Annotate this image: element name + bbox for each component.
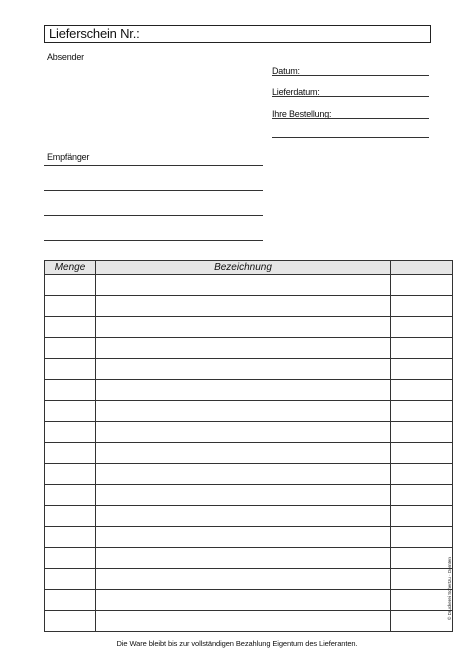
description-cell[interactable] bbox=[96, 275, 391, 296]
quantity-cell[interactable] bbox=[45, 485, 96, 506]
order-extra-line[interactable] bbox=[272, 137, 429, 138]
extra-cell[interactable] bbox=[391, 443, 453, 464]
table-row bbox=[45, 548, 453, 569]
table-row bbox=[45, 317, 453, 338]
recipient-line-3[interactable] bbox=[44, 215, 263, 216]
description-cell[interactable] bbox=[96, 296, 391, 317]
table-header-row bbox=[45, 261, 453, 275]
extra-cell[interactable] bbox=[391, 422, 453, 443]
extra-cell[interactable] bbox=[391, 590, 453, 611]
quantity-cell[interactable] bbox=[45, 422, 96, 443]
quantity-cell[interactable] bbox=[45, 338, 96, 359]
delivery-date-label: Lieferdatum: bbox=[272, 87, 320, 97]
recipient-line-2[interactable] bbox=[44, 190, 263, 191]
quantity-cell[interactable] bbox=[45, 380, 96, 401]
description-cell[interactable] bbox=[96, 527, 391, 548]
extra-cell[interactable] bbox=[391, 317, 453, 338]
table-row bbox=[45, 338, 453, 359]
table-row bbox=[45, 401, 453, 422]
column-header-quantity: Menge bbox=[45, 261, 96, 275]
extra-cell[interactable] bbox=[391, 611, 453, 632]
quantity-cell[interactable] bbox=[45, 275, 96, 296]
table-row bbox=[45, 359, 453, 380]
extra-cell[interactable] bbox=[391, 506, 453, 527]
table-row bbox=[45, 422, 453, 443]
items-table bbox=[44, 260, 453, 632]
quantity-cell[interactable] bbox=[45, 464, 96, 485]
quantity-cell[interactable] bbox=[45, 590, 96, 611]
description-cell[interactable] bbox=[96, 359, 391, 380]
table-row bbox=[45, 527, 453, 548]
description-cell[interactable] bbox=[96, 317, 391, 338]
order-line[interactable] bbox=[272, 118, 429, 119]
extra-cell[interactable] bbox=[391, 485, 453, 506]
description-cell[interactable] bbox=[96, 401, 391, 422]
column-header-description: Bezeichnung bbox=[96, 261, 391, 275]
description-cell[interactable] bbox=[96, 611, 391, 632]
table-row bbox=[45, 485, 453, 506]
quantity-cell[interactable] bbox=[45, 569, 96, 590]
table-row bbox=[45, 464, 453, 485]
table-row bbox=[45, 569, 453, 590]
quantity-cell[interactable] bbox=[45, 506, 96, 527]
table-row bbox=[45, 380, 453, 401]
sender-label: Absender bbox=[47, 52, 84, 62]
date-line[interactable] bbox=[272, 75, 429, 76]
delivery-date-line[interactable] bbox=[272, 96, 429, 97]
quantity-cell[interactable] bbox=[45, 527, 96, 548]
recipient-line-1[interactable] bbox=[44, 165, 263, 166]
description-cell[interactable] bbox=[96, 380, 391, 401]
extra-cell[interactable] bbox=[391, 527, 453, 548]
extra-cell[interactable] bbox=[391, 464, 453, 485]
side-imprint: © Druckerei Schertzu · Dornten bbox=[447, 557, 452, 620]
description-cell[interactable] bbox=[96, 464, 391, 485]
quantity-cell[interactable] bbox=[45, 296, 96, 317]
table-row bbox=[45, 275, 453, 296]
table-row bbox=[45, 443, 453, 464]
extra-cell[interactable] bbox=[391, 380, 453, 401]
table-row bbox=[45, 506, 453, 527]
page-title: Lieferschein Nr.: bbox=[49, 26, 140, 41]
quantity-cell[interactable] bbox=[45, 401, 96, 422]
date-label: Datum: bbox=[272, 66, 300, 76]
column-header-extra bbox=[391, 261, 453, 275]
extra-cell[interactable] bbox=[391, 296, 453, 317]
recipient-label: Empfänger bbox=[47, 152, 90, 162]
extra-cell[interactable] bbox=[391, 338, 453, 359]
footer-note: Die Ware bleibt bis zur vollständigen Bezahlung Eigentum des Lieferanten. bbox=[116, 639, 358, 648]
description-cell[interactable] bbox=[96, 569, 391, 590]
description-cell[interactable] bbox=[96, 338, 391, 359]
extra-cell[interactable] bbox=[391, 359, 453, 380]
extra-cell[interactable] bbox=[391, 401, 453, 422]
recipient-line-4[interactable] bbox=[44, 240, 263, 241]
quantity-cell[interactable] bbox=[45, 443, 96, 464]
description-cell[interactable] bbox=[96, 485, 391, 506]
extra-cell[interactable] bbox=[391, 569, 453, 590]
description-cell[interactable] bbox=[96, 548, 391, 569]
table-row bbox=[45, 611, 453, 632]
quantity-cell[interactable] bbox=[45, 317, 96, 338]
quantity-cell[interactable] bbox=[45, 611, 96, 632]
table-row bbox=[45, 296, 453, 317]
title-box bbox=[44, 25, 431, 43]
order-label: Ihre Bestellung: bbox=[272, 109, 332, 119]
description-cell[interactable] bbox=[96, 422, 391, 443]
extra-cell[interactable] bbox=[391, 548, 453, 569]
quantity-cell[interactable] bbox=[45, 548, 96, 569]
table-row bbox=[45, 590, 453, 611]
extra-cell[interactable] bbox=[391, 275, 453, 296]
description-cell[interactable] bbox=[96, 590, 391, 611]
quantity-cell[interactable] bbox=[45, 359, 96, 380]
description-cell[interactable] bbox=[96, 506, 391, 527]
description-cell[interactable] bbox=[96, 443, 391, 464]
